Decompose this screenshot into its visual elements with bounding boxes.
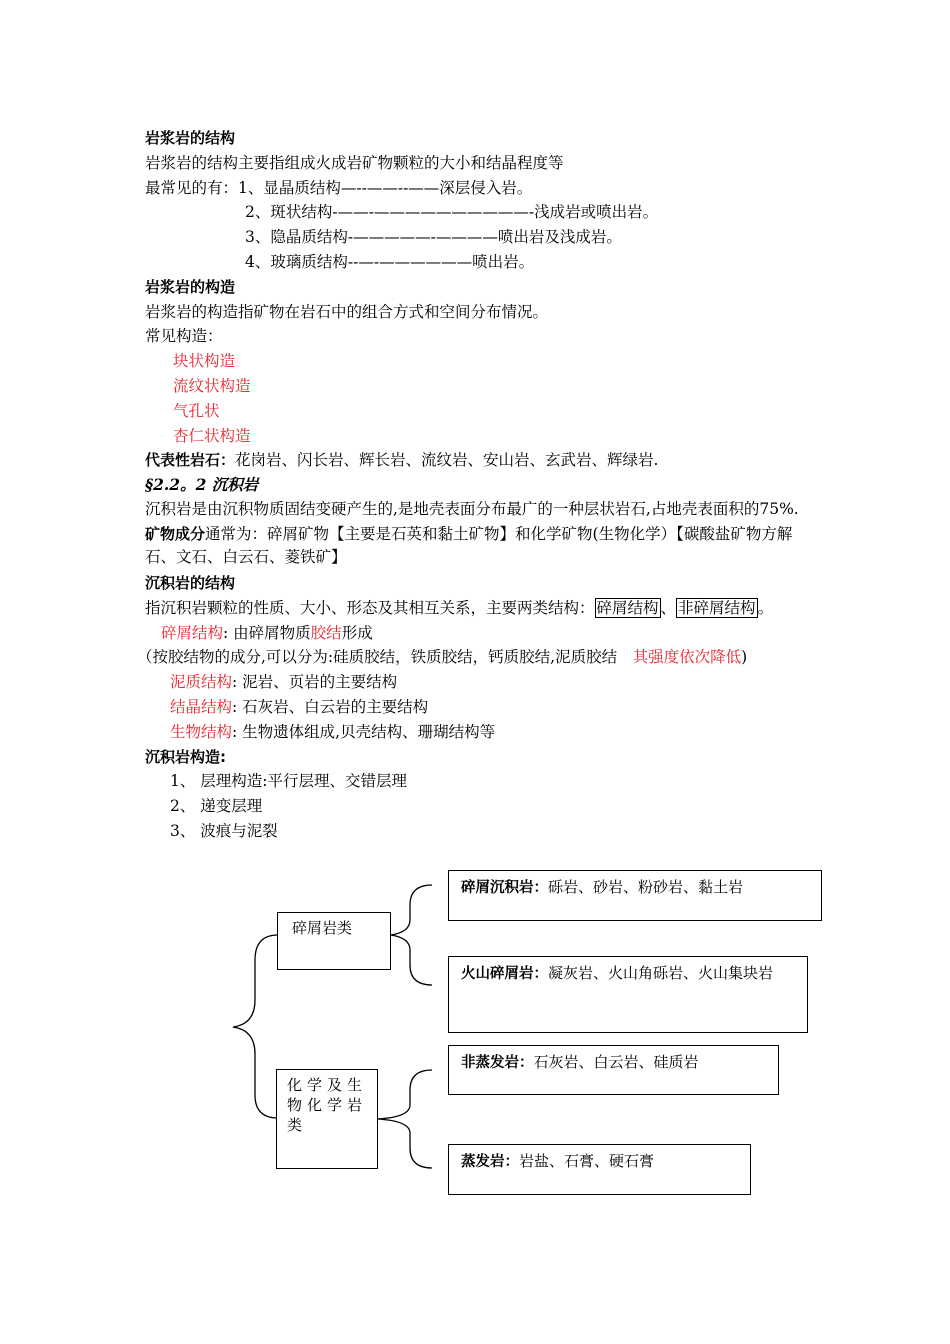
- mineral-text: 通常为：碎屑矿物【主要是石英和黏土矿物】和化学矿物(生物化学）【碳酸盐矿物方解石、文石、白云石、菱铁矿】: [145, 524, 793, 566]
- main-brace: [233, 935, 278, 1118]
- clastic-texture-end: 形成: [341, 623, 373, 642]
- sed-structure-item: 2、 递变层理: [170, 797, 263, 816]
- structure-item: 气孔状: [173, 401, 220, 420]
- pyroclastic-box: [448, 956, 808, 1033]
- non-evaporite-box: [448, 1045, 779, 1095]
- chemical-rock-box: [276, 1069, 378, 1169]
- crystal-texture-text: : 石灰岩、白云岩的主要结构: [232, 697, 429, 716]
- representative-text: 花岗岩、闪长岩、辉长岩、流纹岩、安山岩、玄武岩、辉绿岩.: [235, 451, 659, 470]
- mineral-label: 矿物成分: [145, 524, 206, 543]
- cement-strength: 其强度依次降低: [632, 648, 742, 667]
- evaporite-label: 蒸发岩：: [461, 1154, 519, 1170]
- igneous-structure-desc: 岩浆岩的构造指矿物在岩石中的组合方式和空间分布情况。: [145, 302, 549, 321]
- texture-item-4: 4、玻璃质结构--—-——————喷出岩。: [245, 252, 535, 271]
- igneous-texture-desc: 岩浆岩的结构主要指组成火成岩矿物颗粒的大小和结晶程度等: [145, 153, 564, 172]
- mud-texture-label: 泥质结构: [170, 673, 233, 692]
- non-evaporite-content: [461, 1052, 768, 1074]
- pyroclastic-label: 火山碎屑岩：: [461, 966, 548, 982]
- heading-sedimentary-structure: 沉积岩构造:: [145, 747, 226, 766]
- heading-igneous-structure: 岩浆岩的构造: [145, 277, 236, 296]
- pyroclastic-content: [461, 963, 797, 985]
- upper-brace: [391, 885, 432, 985]
- structure-item: 块状构造: [173, 352, 236, 371]
- pyroclastic-text: 凝灰岩、火山角砾岩、火山集块岩: [548, 964, 774, 982]
- section-title-sedimentary: §2.2。2 沉积岩: [145, 475, 259, 495]
- bio-texture-label: 生物结构: [170, 722, 233, 741]
- texture-desc-prefix: 指沉积岩颗粒的性质、大小、形态及其相互关系，主要两类结构：: [145, 598, 595, 617]
- clastic-rock-label: 碎屑岩类: [292, 919, 353, 937]
- lower-brace: [378, 1070, 432, 1168]
- clastic-sedimentary-content: [461, 877, 811, 899]
- non-evaporite-text: 石灰岩、白云岩、硅质岩: [533, 1053, 699, 1071]
- clastic-sedimentary-text: 砾岩、砂岩、粉砂岩、黏土岩: [548, 878, 744, 896]
- sedimentary-desc: 沉积岩是由沉积物质固结变硬产生的,是地壳表面分布最广的一种层状岩石,占地壳表面积的75%.: [145, 499, 799, 518]
- clastic-texture-label: 碎屑结构: [161, 623, 224, 642]
- separator: 、: [660, 598, 677, 617]
- representative-label: 代表性岩石：: [145, 451, 236, 470]
- evaporite-text: 岩盐、石膏、硬石膏: [519, 1152, 655, 1170]
- sed-structure-item: 3、 波痕与泥裂: [170, 821, 278, 840]
- sed-structure-item: 1、 层理构造:平行层理、交错层理: [170, 772, 408, 791]
- heading-sedimentary-texture: 沉积岩的结构: [145, 573, 236, 592]
- texture-item-1: 最常见的有：1、显晶质结构—--——--——深层侵入岩。: [145, 178, 533, 197]
- period: 。: [757, 598, 774, 617]
- clastic-sedimentary-box: [448, 870, 822, 921]
- chemical-rock-label: 化学及生物化学岩类: [287, 1076, 368, 1134]
- evaporite-box: [448, 1144, 751, 1195]
- cement-text: （按胶结物的成分,可以分为:硅质胶结，铁质胶结，钙质胶结,泥质胶结: [137, 648, 633, 667]
- evaporite-content: [461, 1151, 740, 1173]
- crystal-texture-label: 结晶结构: [170, 697, 233, 716]
- structure-item: 杏仁状构造: [173, 426, 251, 445]
- clastic-rock-box: [277, 912, 391, 970]
- non-evaporite-label: 非蒸发岩：: [461, 1055, 534, 1071]
- bio-texture-text: : 生物遗体组成,贝壳结构、珊瑚结构等: [232, 722, 496, 741]
- heading-igneous-texture: 岩浆岩的结构: [145, 129, 236, 147]
- common-structures-label: 常见构造：: [145, 327, 223, 346]
- boxed-nonclastic-texture: 非碎屑结构: [678, 598, 756, 617]
- clastic-sedimentary-label: 碎屑沉积岩：: [461, 880, 548, 896]
- mud-texture-text: : 泥岩、页岩的主要结构: [232, 673, 398, 692]
- clastic-texture-mid: : 由碎屑物质: [223, 623, 311, 642]
- texture-item-2: 2、斑状结构-——-——————————-浅成岩或喷出岩。: [245, 203, 659, 222]
- cement-close: ): [741, 648, 748, 667]
- structure-item: 流纹状构造: [173, 376, 251, 395]
- boxed-clastic-texture: 碎屑结构: [596, 598, 659, 617]
- texture-item-3: 3、隐晶质结构-—————-————喷出岩及浅成岩。: [245, 228, 622, 247]
- cementation-term: 胶结: [310, 623, 342, 642]
